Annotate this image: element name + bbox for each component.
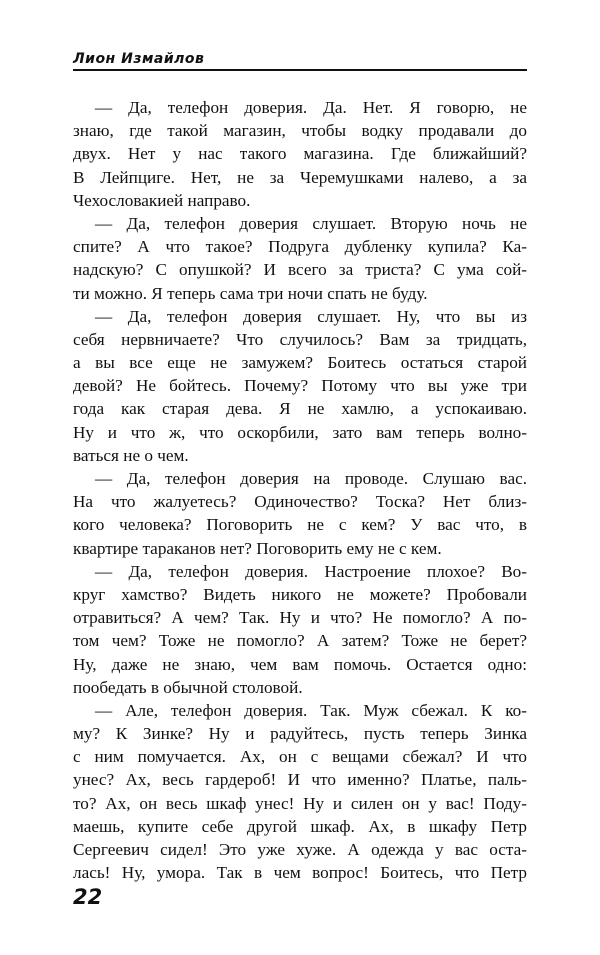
running-head: Лион Измайлов <box>73 51 205 67</box>
text-block <box>73 96 527 884</box>
text-line: Ну и что ж, что оскорбили, зато вам теперь волно- <box>73 422 527 442</box>
text-line: лась! Ну, умора. Так в чем вопрос! Боитесь, что Петр <box>73 863 527 883</box>
text-line: девой? Не бойтесь. Почему? Потому что вы уже три <box>73 376 527 396</box>
text-line: знаю, где такой магазин, чтобы водку продавали до <box>73 121 527 141</box>
text-line: В Лейпциге. Нет, не за Черемушками налево, а за <box>73 167 527 187</box>
text-line: круг хамство? Видеть никого не можете? Пробовали <box>73 584 527 604</box>
text-line: му? К Зинке? Ну и радуйтесь, пусть теперь Зинка <box>73 724 527 744</box>
text-line: ти можно. Я теперь сама три ночи спать не буду. <box>73 283 428 303</box>
text-line: спите? А что такое? Подруга дубленку купила? Ка- <box>73 237 527 257</box>
text-line: маешь, купите себе другой шкаф. Ах, в шкафу Петр <box>73 816 527 836</box>
text-line: квартире тараканов нет? Поговорить ему не с кем. <box>73 538 442 558</box>
text-line: — Да, телефон доверия. Да. Нет. Я говорю, не <box>95 98 527 117</box>
text-line: — Да, телефон доверия слушает. Вторую ночь не <box>95 213 527 233</box>
text-line: двух. Нет у нас такого магазина. Где ближайший? <box>73 144 527 164</box>
text-line: — Да, телефон доверия. Настроение плохое? Во- <box>95 561 527 581</box>
text-line: надскую? С опушкой? И всего за триста? С ума сой- <box>73 260 527 280</box>
text-line: На что жалуетесь? Одиночество? Тоска? Нет близ- <box>73 492 527 512</box>
text-line: Чехословакией направо. <box>73 190 251 210</box>
text-line: том чем? Тоже не помогло? А затем? Тоже не берет? <box>73 631 527 651</box>
page-number: 22 <box>73 885 103 909</box>
text-line: — Да, телефон доверия слушает. Ну, что вы из <box>95 306 527 326</box>
text-line: себя нервничаете? Что случилось? Вам за тридцать, <box>73 329 527 349</box>
text-line: года как старая дева. Я не хамлю, а успокаиваю. <box>73 399 527 419</box>
text-line: то? Ах, он весь шкаф унес! Ну и силен он у вас! Поду- <box>73 793 527 813</box>
text-line: пообедать в обычной столовой. <box>73 677 303 697</box>
text-line: — Да, телефон доверия на проводе. Слушаю вас. <box>95 469 527 488</box>
text-line: унес? Ах, весь гардероб! И что именно? Платье, паль- <box>73 770 527 790</box>
text-line: кого человека? Поговорить не с кем? У вас что, в <box>73 515 527 535</box>
header-rule <box>73 69 527 71</box>
text-line: Сергеевич сидел! Это уже хуже. А одежда у вас оста- <box>73 840 527 859</box>
text-line: отравиться? А чем? Так. Ну и что? Не помогло? А по- <box>73 608 527 628</box>
text-line: ваться не о чем. <box>73 445 189 465</box>
text-line: а вы все еще не замужем? Боитесь остаться старой <box>73 353 527 373</box>
text-line: — Але, телефон доверия. Так. Муж сбежал. К ко- <box>95 700 527 720</box>
text-line: Ну, даже не знаю, чем вам помочь. Остается одно: <box>73 654 527 674</box>
text-line: с ним помучается. Ах, он с вещами сбежал? И что <box>73 747 527 767</box>
